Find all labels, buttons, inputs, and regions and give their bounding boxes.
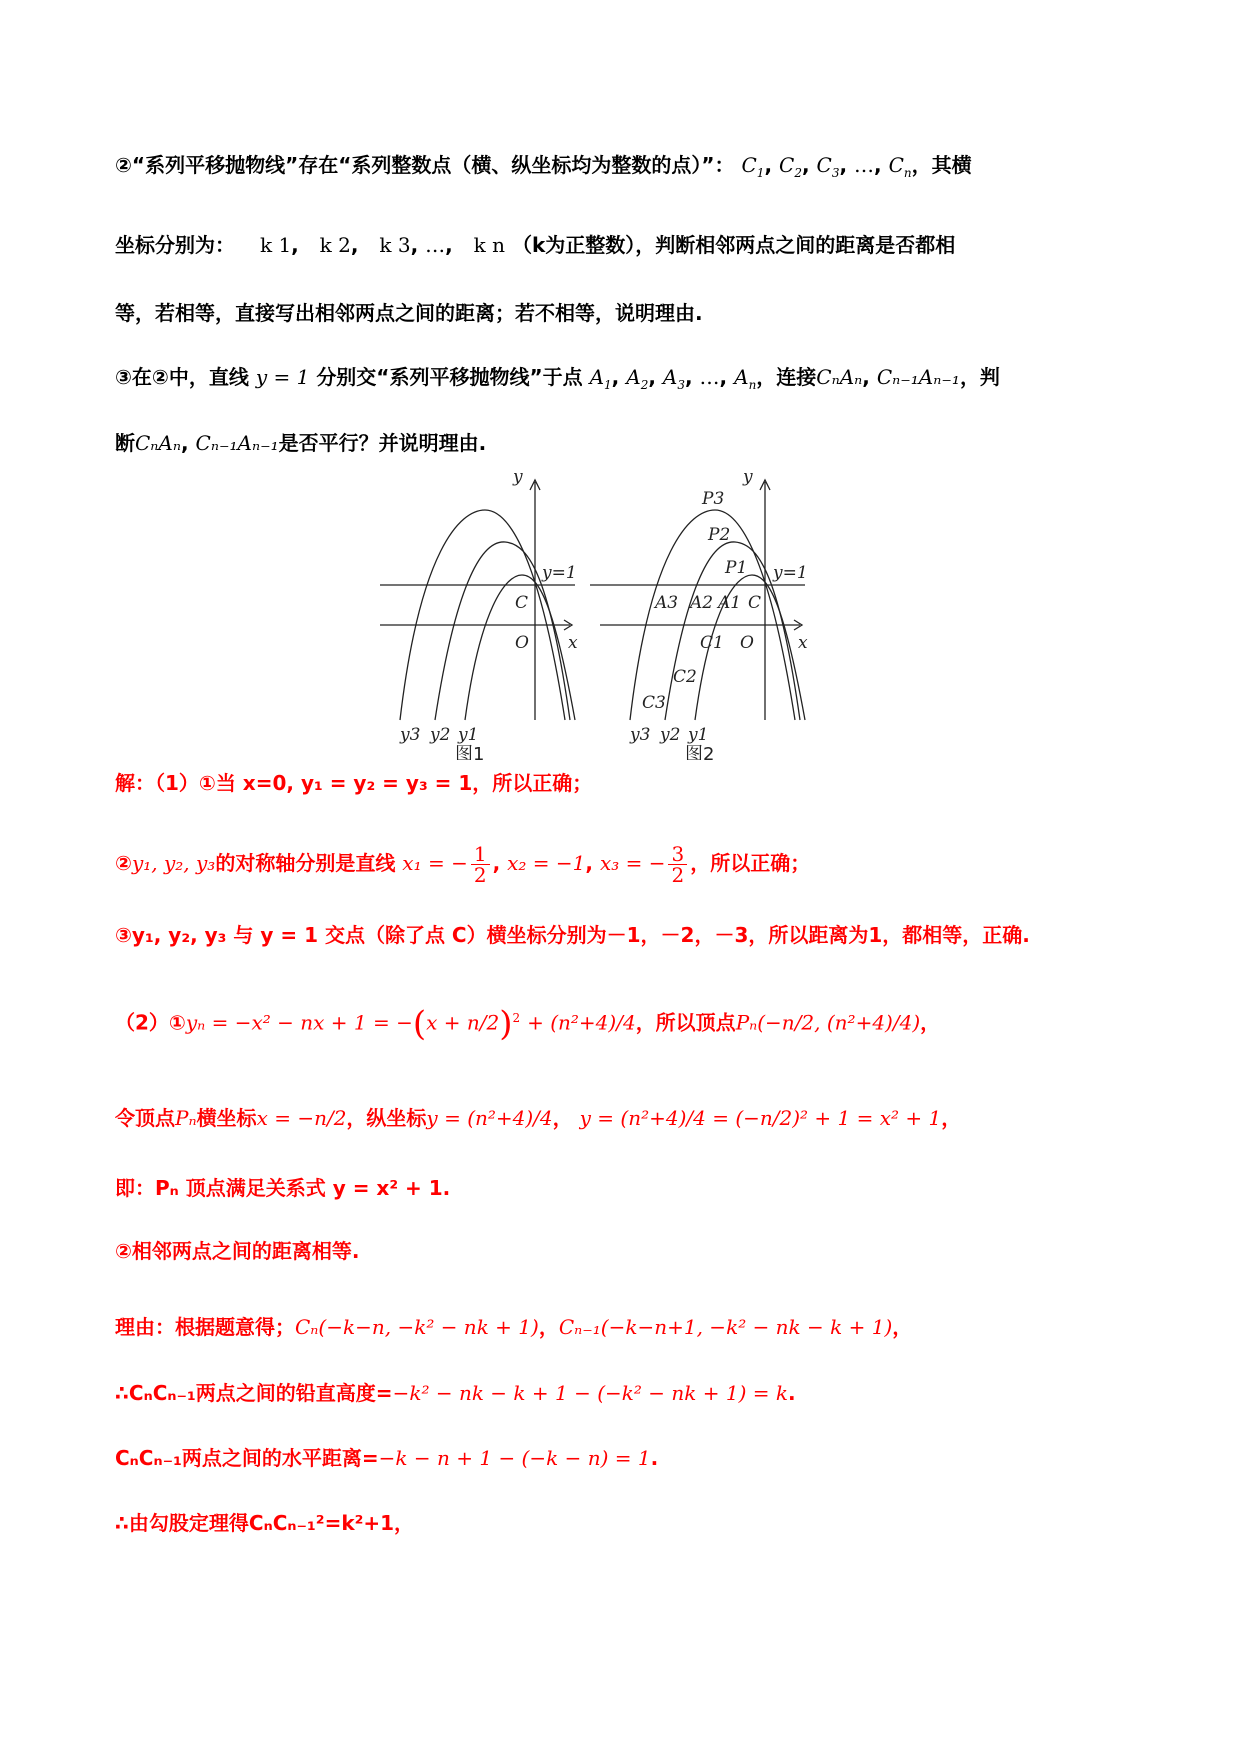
fig2-label-c2: C2 (673, 667, 697, 687)
sol-line-10: CₙCₙ₋₁两点之间的水平距离=−k − n + 1 − (−k − n) = 1. (115, 1446, 659, 1470)
sol-line-5: 令顶点Pₙ横坐标x = −n/2，纵坐标y = (n²+4)/4， y = (n²+4)/4 = (−n/2)² + 1 = x² + 1， (115, 1106, 962, 1130)
point-c2: $C_2$ (779, 153, 802, 180)
point-cn: $C_n$ (888, 153, 912, 180)
fig1-label-y2: y2 (430, 725, 451, 745)
problem-text: （k为正整数），判断相邻两点之间的距离是否都相 (511, 233, 956, 257)
fig2-label-c3: C3 (642, 693, 666, 713)
x-coord-2: k 2 (319, 233, 351, 257)
fig1-label-y3: y3 (400, 725, 421, 745)
fig2-label-a2: A2 (690, 593, 714, 613)
fig1-line-label: y=1 (542, 563, 577, 583)
sol-line-7: ②相邻两点之间的距离相等. (115, 1239, 360, 1263)
fig2-label-y2: y2 (660, 725, 681, 745)
fig1-origin: O (515, 633, 529, 653)
fig2-label-p2: P2 (708, 525, 731, 545)
fig2-label-a1: A1 (718, 593, 742, 613)
fig2-label-p3: P3 (702, 489, 725, 509)
problem-line-1: ②“系列平移抛物线”存在“系列整数点（横、纵坐标均为整数的点）”： $C_1$, $C_2$, $C_3$, …, $C_n$，其横 (115, 153, 972, 180)
fig2-label-y3: y3 (630, 725, 651, 745)
fig2-label-a3: A3 (655, 593, 679, 613)
problem-text: ③在②中，直线 (115, 365, 249, 389)
sol-line-6: 即：Pₙ 顶点满足关系式 y = x² + 1. (115, 1176, 451, 1200)
fig2-x-label: x (798, 633, 808, 653)
sol-line-11: ∴由勾股定理得CₙCₙ₋₁²=k²+1， (115, 1511, 415, 1535)
fig1-label-y1: y1 (458, 725, 479, 745)
ellipsis: … (699, 365, 720, 389)
fig1-x-label: x (568, 633, 578, 653)
x-coord-3: k 3 (379, 233, 411, 257)
x-coord-n: k n (473, 233, 505, 257)
problem-text: ，其横 (911, 153, 972, 177)
fig2-label-y1: y1 (688, 725, 709, 745)
segment-cnan: CₙAₙ (135, 431, 181, 455)
point-a1: $A_1$ (589, 365, 612, 392)
segment-cn1an1: Cₙ₋₁Aₙ₋₁ (195, 431, 279, 455)
ellipsis: … (425, 233, 446, 257)
point-a3: $A_3$ (662, 365, 685, 392)
figure-svg (380, 470, 860, 760)
problem-line-3 (115, 298, 703, 332)
figures (380, 470, 860, 760)
line-eq: y = 1 (255, 365, 310, 389)
problem-line-5: 断CₙAₙ, Cₙ₋₁Aₙ₋₁是否平行？并说明理由. (115, 431, 487, 455)
problem-text: 等，若相等，直接写出相邻两点之间的距离；若不相等，说明理由. (115, 301, 703, 325)
point-an: $A_n$ (734, 365, 757, 392)
fig1-caption: 图1 (455, 744, 485, 760)
segment-cnan: CₙAₙ (816, 365, 863, 389)
problem-line-4: ③在②中，直线 y = 1 分别交“系列平移抛物线”于点 $A_1$, $A_2$, $A_3$, …, $A_n$，连接CₙAₙ, Cₙ₋₁Aₙ₋₁，判 (115, 365, 1000, 392)
fig1-y-label: y (513, 470, 523, 487)
fig2-point-c: C (748, 593, 762, 613)
fig2-y-label: y (743, 470, 753, 487)
problem-text: 分别交“系列平移抛物线”于点 (316, 365, 583, 389)
sol-line-2: ②y₁, y₂, y₃的对称轴分别是直线 x₁ = − $\frac{1}{2}$ , x₂ = −1, x₃ = − $\frac{3}{2}$ ，所以正确； (115, 842, 811, 887)
fig2-label-c1: C1 (700, 633, 724, 653)
problem-text: ②“系列平移抛物线”存在“系列整数点（横、纵坐标均为整数的点）”： (115, 153, 735, 177)
fig2-line-label: y=1 (773, 563, 808, 583)
point-c1: $C_1$ (741, 153, 765, 180)
problem-line-2: 坐标分别为： k 1, k 2, k 3, …, k n （k为正整数），判断相邻两点之间的距离是否都相 (115, 233, 956, 257)
fig2-label-p1: P1 (725, 558, 748, 578)
fig1-point-c: C (515, 593, 529, 613)
problem-text: 坐标分别为： (115, 233, 235, 257)
ellipsis: … (854, 153, 875, 177)
sol-line-9: ∴CₙCₙ₋₁两点之间的铅直高度=−k² − nk − k + 1 − (−k² − nk + 1) = k. (115, 1381, 796, 1405)
sol-line-8: 理由：根据题意得；Cₙ(−k−n, −k² − nk + 1)，Cₙ₋₁(−k−n+1, −k² − nk − k + 1)， (115, 1315, 913, 1339)
segment-cn1an1: Cₙ₋₁Aₙ₋₁ (876, 365, 960, 389)
point-c3: $C_3$ (816, 153, 840, 180)
sol-line-3: ③y₁, y₂, y₃ 与 y = 1 交点（除了点 C）横坐标分别为－1，－2，－3，所以距离为1，都相等，正确. (115, 923, 1030, 947)
fig2-origin: O (740, 633, 754, 653)
sol-line-4: （2）①yₙ = −x² − nx + $1 = -(x + n/2)^2 + (n^2+4)/4$，所以顶点Pₙ(−n/2, (n²+4)/4)， (115, 1004, 941, 1045)
point-a2: $A_2$ (626, 365, 649, 392)
fig1-curve-y3 (400, 510, 565, 720)
x-coord-1: k 1 (259, 233, 292, 257)
fig2-caption: 图2 (685, 744, 715, 760)
sol-line-1: 解：（1）①当 x=0, y₁ = y₂ = y₃ = 1，所以正确； (115, 771, 593, 795)
